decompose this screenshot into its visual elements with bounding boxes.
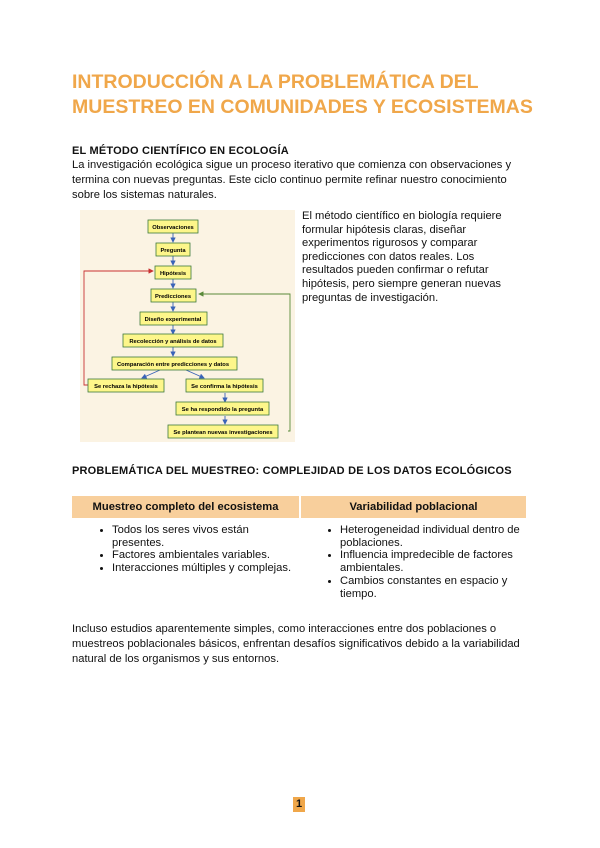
node-pregunta	[156, 243, 190, 256]
page-number: 1	[293, 797, 305, 812]
page-title: INTRODUCCIÓN A LA PROBLEMÁTICA DEL MUESTREO EN COMUNIDADES Y ECOSISTEMAS	[72, 71, 533, 118]
node-observaciones	[148, 220, 198, 233]
node-comparacion	[112, 357, 237, 370]
scientific-method-diagram	[80, 210, 295, 442]
node-respondido	[176, 402, 269, 415]
side-paragraph: El método científico en biología requiere formular hipótesis claras, diseñar experimentos rigurosos y comparar predicciones con datos reales. Los resultados pueden confirmar o refutar hipótesis, pero siempre generan nuevas preguntas de investigación.	[302, 210, 502, 304]
list-item: • Heterogeneidad individual dentro de poblaciones.	[340, 524, 526, 549]
svg-text:Pregunta: Pregunta	[160, 247, 186, 254]
table-header-muestreo: Muestreo completo del ecosistema	[72, 496, 300, 518]
svg-text:Comparación entre predicciones: Comparación entre predicciones y datos	[116, 361, 230, 368]
list-item: • Factores ambientales variables.	[112, 549, 300, 562]
list-item: • Todos los seres vivos están presentes.	[112, 524, 300, 549]
node-confirma	[186, 379, 263, 392]
node-recoleccion	[123, 334, 223, 347]
svg-text:Se rechaza la hipótesis: Se rechaza la hipótesis	[94, 383, 158, 390]
table-header-variabilidad: Variabilidad poblacional	[300, 496, 526, 518]
closing-paragraph: Incluso estudios aparentemente simples, como interacciones entre dos poblaciones o muestreos poblacionales básicos, enfrentan desafíos significativos debido a la variabilidad natural de los organismos y sus entornos.	[72, 623, 520, 666]
list-item: • Interacciones múltiples y complejas.	[112, 562, 300, 575]
node-hipotesis	[155, 266, 191, 279]
node-nuevas	[168, 425, 278, 438]
section-heading-metodo: EL MÉTODO CIENTÍFICO EN ECOLOGÍA	[72, 145, 289, 157]
flow-arrows	[142, 233, 225, 424]
node-predicciones	[151, 289, 196, 302]
svg-text:Se plantean nuevas investigaci: Se plantean nuevas investigaciones	[173, 429, 273, 436]
svg-text:Predicciones: Predicciones	[154, 293, 192, 300]
svg-text:Observaciones: Observaciones	[152, 224, 194, 231]
table-cell-muestreo	[72, 518, 300, 600]
list-item: • Cambios constantes en espacio y tiempo.	[340, 575, 526, 600]
intro-paragraph: La investigación ecológica sigue un proceso iterativo que comienza con observaciones y termina con nuevas preguntas. Este ciclo continuo permite refinar nuestro conocimiento sobre los sistemas naturales.	[72, 159, 512, 202]
svg-text:Hipótesis: Hipótesis	[159, 270, 187, 277]
svg-text:Se ha respondido la pregunta: Se ha respondido la pregunta	[181, 406, 264, 413]
flowchart-svg	[80, 210, 295, 442]
node-rechaza	[88, 379, 164, 392]
list-item: • Influencia impredecible de factores ambientales.	[340, 549, 526, 574]
svg-text:Se confirma la hipótesis: Se confirma la hipótesis	[191, 383, 258, 390]
section-heading-muestreo: PROBLEMÁTICA DEL MUESTREO: COMPLEJIDAD DE LOS DATOS ECOLÓGICOS	[72, 465, 512, 477]
svg-text:Recolección y análisis de dato: Recolección y análisis de datos	[129, 338, 217, 345]
svg-text:Diseño experimental: Diseño experimental	[144, 316, 202, 323]
node-diseno	[140, 312, 207, 325]
comparison-table	[72, 496, 526, 600]
table-cell-variabilidad	[300, 518, 526, 600]
